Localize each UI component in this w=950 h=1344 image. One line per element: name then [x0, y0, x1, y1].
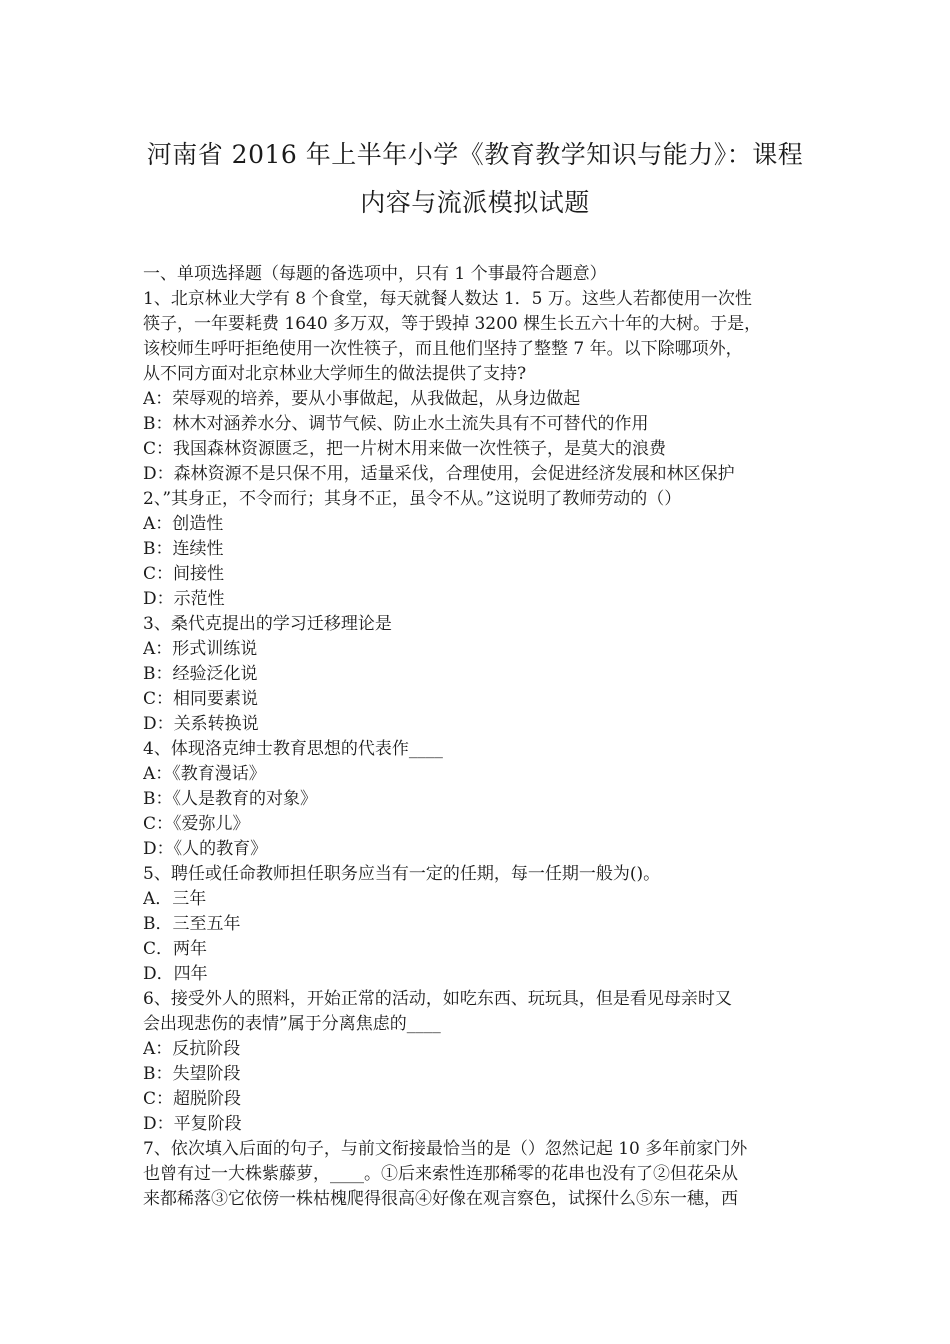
- question-6-option-b: B：失望阶段: [143, 1064, 241, 1084]
- question-2-option-d: D：示范性: [143, 589, 225, 609]
- question-6-text: 会出现悲伤的表情”属于分离焦虑的____: [143, 1014, 441, 1034]
- question-4-option-a: A：《教育漫话》: [143, 764, 266, 784]
- question-6-text: 6、接受外人的照料，开始正常的活动，如吃东西、玩玩具，但是看见母亲时又: [143, 989, 732, 1009]
- document-title-line-1: 河南省 2016 年上半年小学《教育教学知识与能力》：课程: [146, 140, 804, 169]
- question-1-option-d: D：森林资源不是只保不用，适量采伐，合理使用，会促进经济发展和林区保护: [143, 464, 735, 484]
- question-1-text: 1、北京林业大学有 8 个食堂，每天就餐人数达 1．5 万。这些人若都使用一次性: [143, 289, 752, 309]
- question-5-option-d: D．四年: [143, 964, 208, 984]
- question-5-text: 5、聘任或任命教师担任职务应当有一定的任期，每一任期一般为()。: [143, 864, 661, 884]
- question-1-text: 该校师生呼吁拒绝使用一次性筷子，而且他们坚持了整整 7 年。以下除哪项外，: [143, 339, 743, 359]
- question-4-option-b: B：《人是教育的对象》: [143, 789, 317, 809]
- question-7-text: 7、依次填入后面的句子，与前文衔接最恰当的是（）忽然记起 10 多年前家门外: [143, 1139, 748, 1159]
- document-title-line-2: 内容与流派模拟试题: [360, 188, 590, 217]
- question-7-text: 来都稀落③它依傍一株枯槐爬得很高④好像在观言察色，试探什么⑤东一穗，西: [143, 1189, 738, 1209]
- question-1-option-b: B：林木对涵养水分、调节气候、防止水土流失具有不可替代的作用: [143, 414, 649, 434]
- document-body: [143, 262, 815, 1212]
- question-3-option-c: C：相同要素说: [143, 689, 259, 709]
- question-6-option-d: D：平复阶段: [143, 1114, 242, 1134]
- question-2-option-a: A：创造性: [143, 514, 224, 534]
- question-3-option-d: D：关系转换说: [143, 714, 259, 734]
- question-6-option-c: C：超脱阶段: [143, 1089, 242, 1109]
- question-6-option-a: A：反抗阶段: [143, 1039, 241, 1059]
- question-3-text: 3、桑代克提出的学习迁移理论是: [143, 614, 392, 634]
- question-7-text: 也曾有过一大株紫藤萝，____。①后来索性连那稀零的花串也没有了②但花朵从: [143, 1164, 738, 1184]
- question-1-option-a: A：荣辱观的培养，要从小事做起，从我做起，从身边做起: [143, 389, 581, 409]
- question-4-option-d: D：《人的教育》: [143, 839, 268, 859]
- question-1-text: 筷子，一年要耗费 1640 多万双，等于毁掉 3200 棵生长五六十年的大树。于是，: [143, 314, 762, 334]
- question-2-text: 2、”其身正，不令而行；其身不正，虽令不从。”这说明了教师劳动的（）: [143, 489, 682, 509]
- question-4-text: 4、体现洛克绅士教育思想的代表作____: [143, 739, 443, 759]
- question-5-option-c: C．两年: [143, 939, 208, 959]
- question-4-option-c: C：《爱弥儿》: [143, 814, 250, 834]
- question-1-option-c: C：我国森林资源匮乏，把一片树木用来做一次性筷子，是莫大的浪费: [143, 439, 667, 459]
- question-2-option-b: B：连续性: [143, 539, 224, 559]
- question-3-option-a: A：形式训练说: [143, 639, 258, 659]
- section-heading: 一、单项选择题（每题的备选项中，只有 1 个事最符合题意）: [143, 264, 607, 284]
- question-5-option-b: B．三至五年: [143, 914, 241, 934]
- question-5-option-a: A．三年: [143, 889, 207, 909]
- question-2-option-c: C：间接性: [143, 564, 225, 584]
- question-3-option-b: B：经验泛化说: [143, 664, 258, 684]
- question-1-text: 从不同方面对北京林业大学师生的做法提供了支持?: [143, 364, 527, 384]
